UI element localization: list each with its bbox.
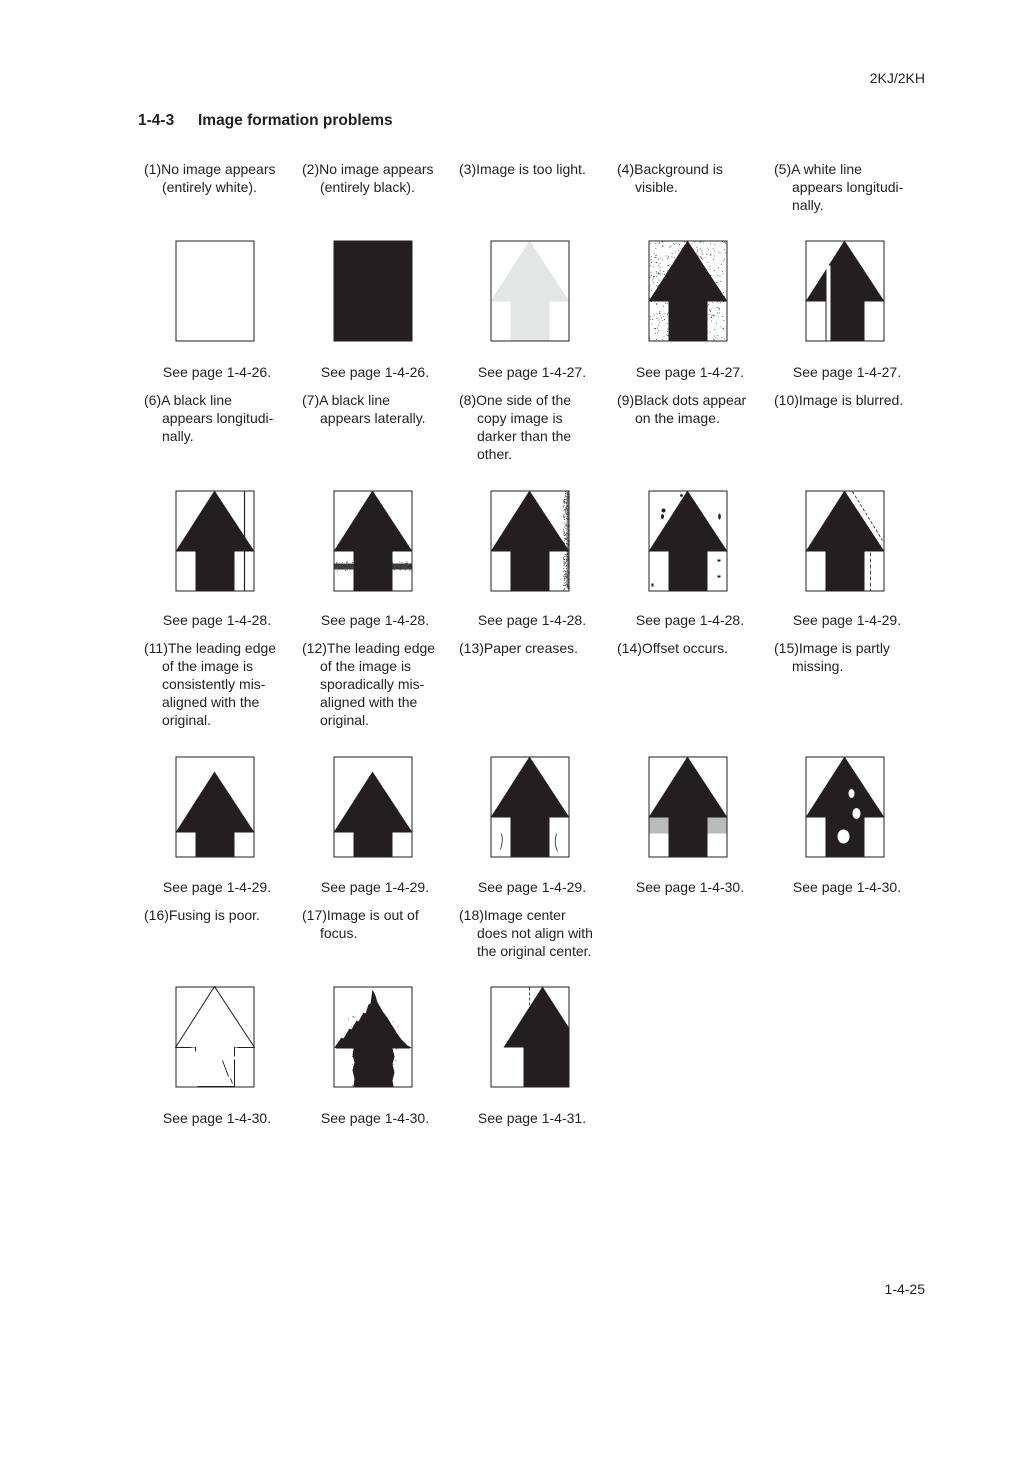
black-page-icon: [333, 240, 413, 342]
caption-line: appears longitudi-: [792, 179, 904, 195]
section-number: 1-4-3: [138, 112, 175, 129]
see-page-reference: See page 1-4-30.: [792, 879, 902, 895]
caption-line: aligned with the: [320, 694, 418, 710]
caption-line: (entirely black).: [320, 179, 415, 195]
caption-line: original.: [320, 712, 370, 728]
see-page-reference: See page 1-4-29.: [320, 879, 430, 895]
caption-line: copy image is: [477, 410, 563, 426]
problem-caption: [302, 391, 454, 427]
see-page-reference: See page 1-4-29.: [792, 612, 902, 628]
problem-caption: [617, 391, 769, 427]
section-title: Image formation problems: [198, 112, 393, 129]
see-page-reference: See page 1-4-29.: [162, 879, 272, 895]
caption-line: of the image is: [162, 658, 254, 674]
caption-line: visible.: [635, 179, 678, 195]
caption-line: missing.: [792, 658, 844, 674]
caption-line: (3)Image is too light.: [459, 161, 586, 177]
caption-line: aligned with the: [162, 694, 260, 710]
caption-line: (5)A white line: [774, 161, 862, 177]
caption-line: other.: [477, 446, 513, 462]
see-page-reference: See page 1-4-28.: [635, 612, 745, 628]
caption-line: (7)A black line: [302, 392, 390, 408]
problem-caption: [617, 639, 769, 657]
caption-line: original.: [162, 712, 212, 728]
problem-caption: [774, 160, 926, 214]
section-heading: [138, 112, 393, 130]
caption-line: darker than the: [477, 428, 572, 444]
off-center-arrow-icon: [490, 986, 570, 1088]
blurred-arrow-icon: [805, 490, 885, 592]
problem-caption: [144, 160, 296, 196]
partly-missing-arrow-icon: [805, 756, 885, 858]
problem-caption: [302, 639, 454, 729]
caption-line: nally.: [162, 428, 194, 444]
caption-line: of the image is: [320, 658, 412, 674]
caption-line: (17)Image is out of: [302, 907, 419, 923]
problem-caption: [459, 906, 611, 960]
see-page-reference: See page 1-4-26.: [320, 364, 430, 380]
consistent-misalign-arrow-icon: [175, 756, 255, 858]
caption-line: (11)The leading edge: [144, 640, 277, 656]
caption-line: (12)The leading edge: [302, 640, 436, 656]
problem-caption: [459, 160, 611, 178]
caption-line: (6)A black line: [144, 392, 232, 408]
paper-crease-arrow-icon: [490, 756, 570, 858]
model-code: 2KJ/2KH: [869, 70, 925, 86]
problem-caption: [144, 639, 296, 729]
see-page-reference: See page 1-4-28.: [162, 612, 272, 628]
caption-line: focus.: [320, 925, 358, 941]
caption-line: (entirely white).: [162, 179, 257, 195]
caption-line: (10)Image is blurred.: [774, 392, 904, 408]
problem-caption: [617, 160, 769, 196]
caption-line: appears longitudi-: [162, 410, 274, 426]
caption-line: nally.: [792, 197, 824, 213]
see-page-reference: See page 1-4-28.: [477, 612, 587, 628]
out-of-focus-arrow-icon: [333, 986, 413, 1088]
caption-line: (9)Black dots appear: [617, 392, 747, 408]
caption-line: (2)No image appears: [302, 161, 434, 177]
see-page-reference: See page 1-4-27.: [635, 364, 745, 380]
see-page-reference: See page 1-4-29.: [477, 879, 587, 895]
problem-caption: [459, 391, 611, 463]
background-dots-arrow-icon: [648, 240, 728, 342]
caption-line: (8)One side of the: [459, 392, 572, 408]
sporadic-misalign-arrow-icon: [333, 756, 413, 858]
caption-line: appears laterally.: [320, 410, 426, 426]
caption-line: the original center.: [477, 943, 592, 959]
see-page-reference: See page 1-4-30.: [162, 1110, 272, 1126]
light-arrow-icon: [490, 240, 570, 342]
page-number: 1-4-25: [884, 1281, 925, 1297]
blank-page-icon: [175, 240, 255, 342]
problem-caption: [774, 391, 926, 409]
caption-line: consistently mis-: [162, 676, 266, 692]
caption-line: (14)Offset occurs.: [617, 640, 729, 656]
offset-arrow-icon: [648, 756, 728, 858]
problem-caption: [144, 391, 296, 445]
problem-caption: [144, 906, 296, 924]
caption-line: (16)Fusing is poor.: [144, 907, 260, 923]
see-page-reference: See page 1-4-30.: [320, 1110, 430, 1126]
caption-line: (1)No image appears: [144, 161, 276, 177]
poor-fusing-arrow-icon: [175, 986, 255, 1088]
white-line-arrow-icon: [805, 240, 885, 342]
black-vertical-line-arrow-icon: [175, 490, 255, 592]
black-horizontal-line-arrow-icon: [333, 490, 413, 592]
caption-line: does not align with: [477, 925, 593, 941]
caption-line: sporadically mis-: [320, 676, 425, 692]
problem-caption: [459, 639, 611, 657]
caption-line: on the image.: [635, 410, 720, 426]
black-dots-arrow-icon: [648, 490, 728, 592]
see-page-reference: See page 1-4-28.: [320, 612, 430, 628]
caption-line: (18)Image center: [459, 907, 566, 923]
problem-caption: [302, 906, 454, 942]
caption-line: (4)Background is: [617, 161, 723, 177]
dark-side-arrow-icon: [490, 490, 570, 592]
problem-caption: [302, 160, 454, 196]
see-page-reference: See page 1-4-27.: [792, 364, 902, 380]
caption-line: (15)Image is partly: [774, 640, 890, 656]
see-page-reference: See page 1-4-30.: [635, 879, 745, 895]
see-page-reference: See page 1-4-26.: [162, 364, 272, 380]
see-page-reference: See page 1-4-27.: [477, 364, 587, 380]
caption-line: (13)Paper creases.: [459, 640, 579, 656]
problem-caption: [774, 639, 926, 675]
see-page-reference: See page 1-4-31.: [477, 1110, 587, 1126]
